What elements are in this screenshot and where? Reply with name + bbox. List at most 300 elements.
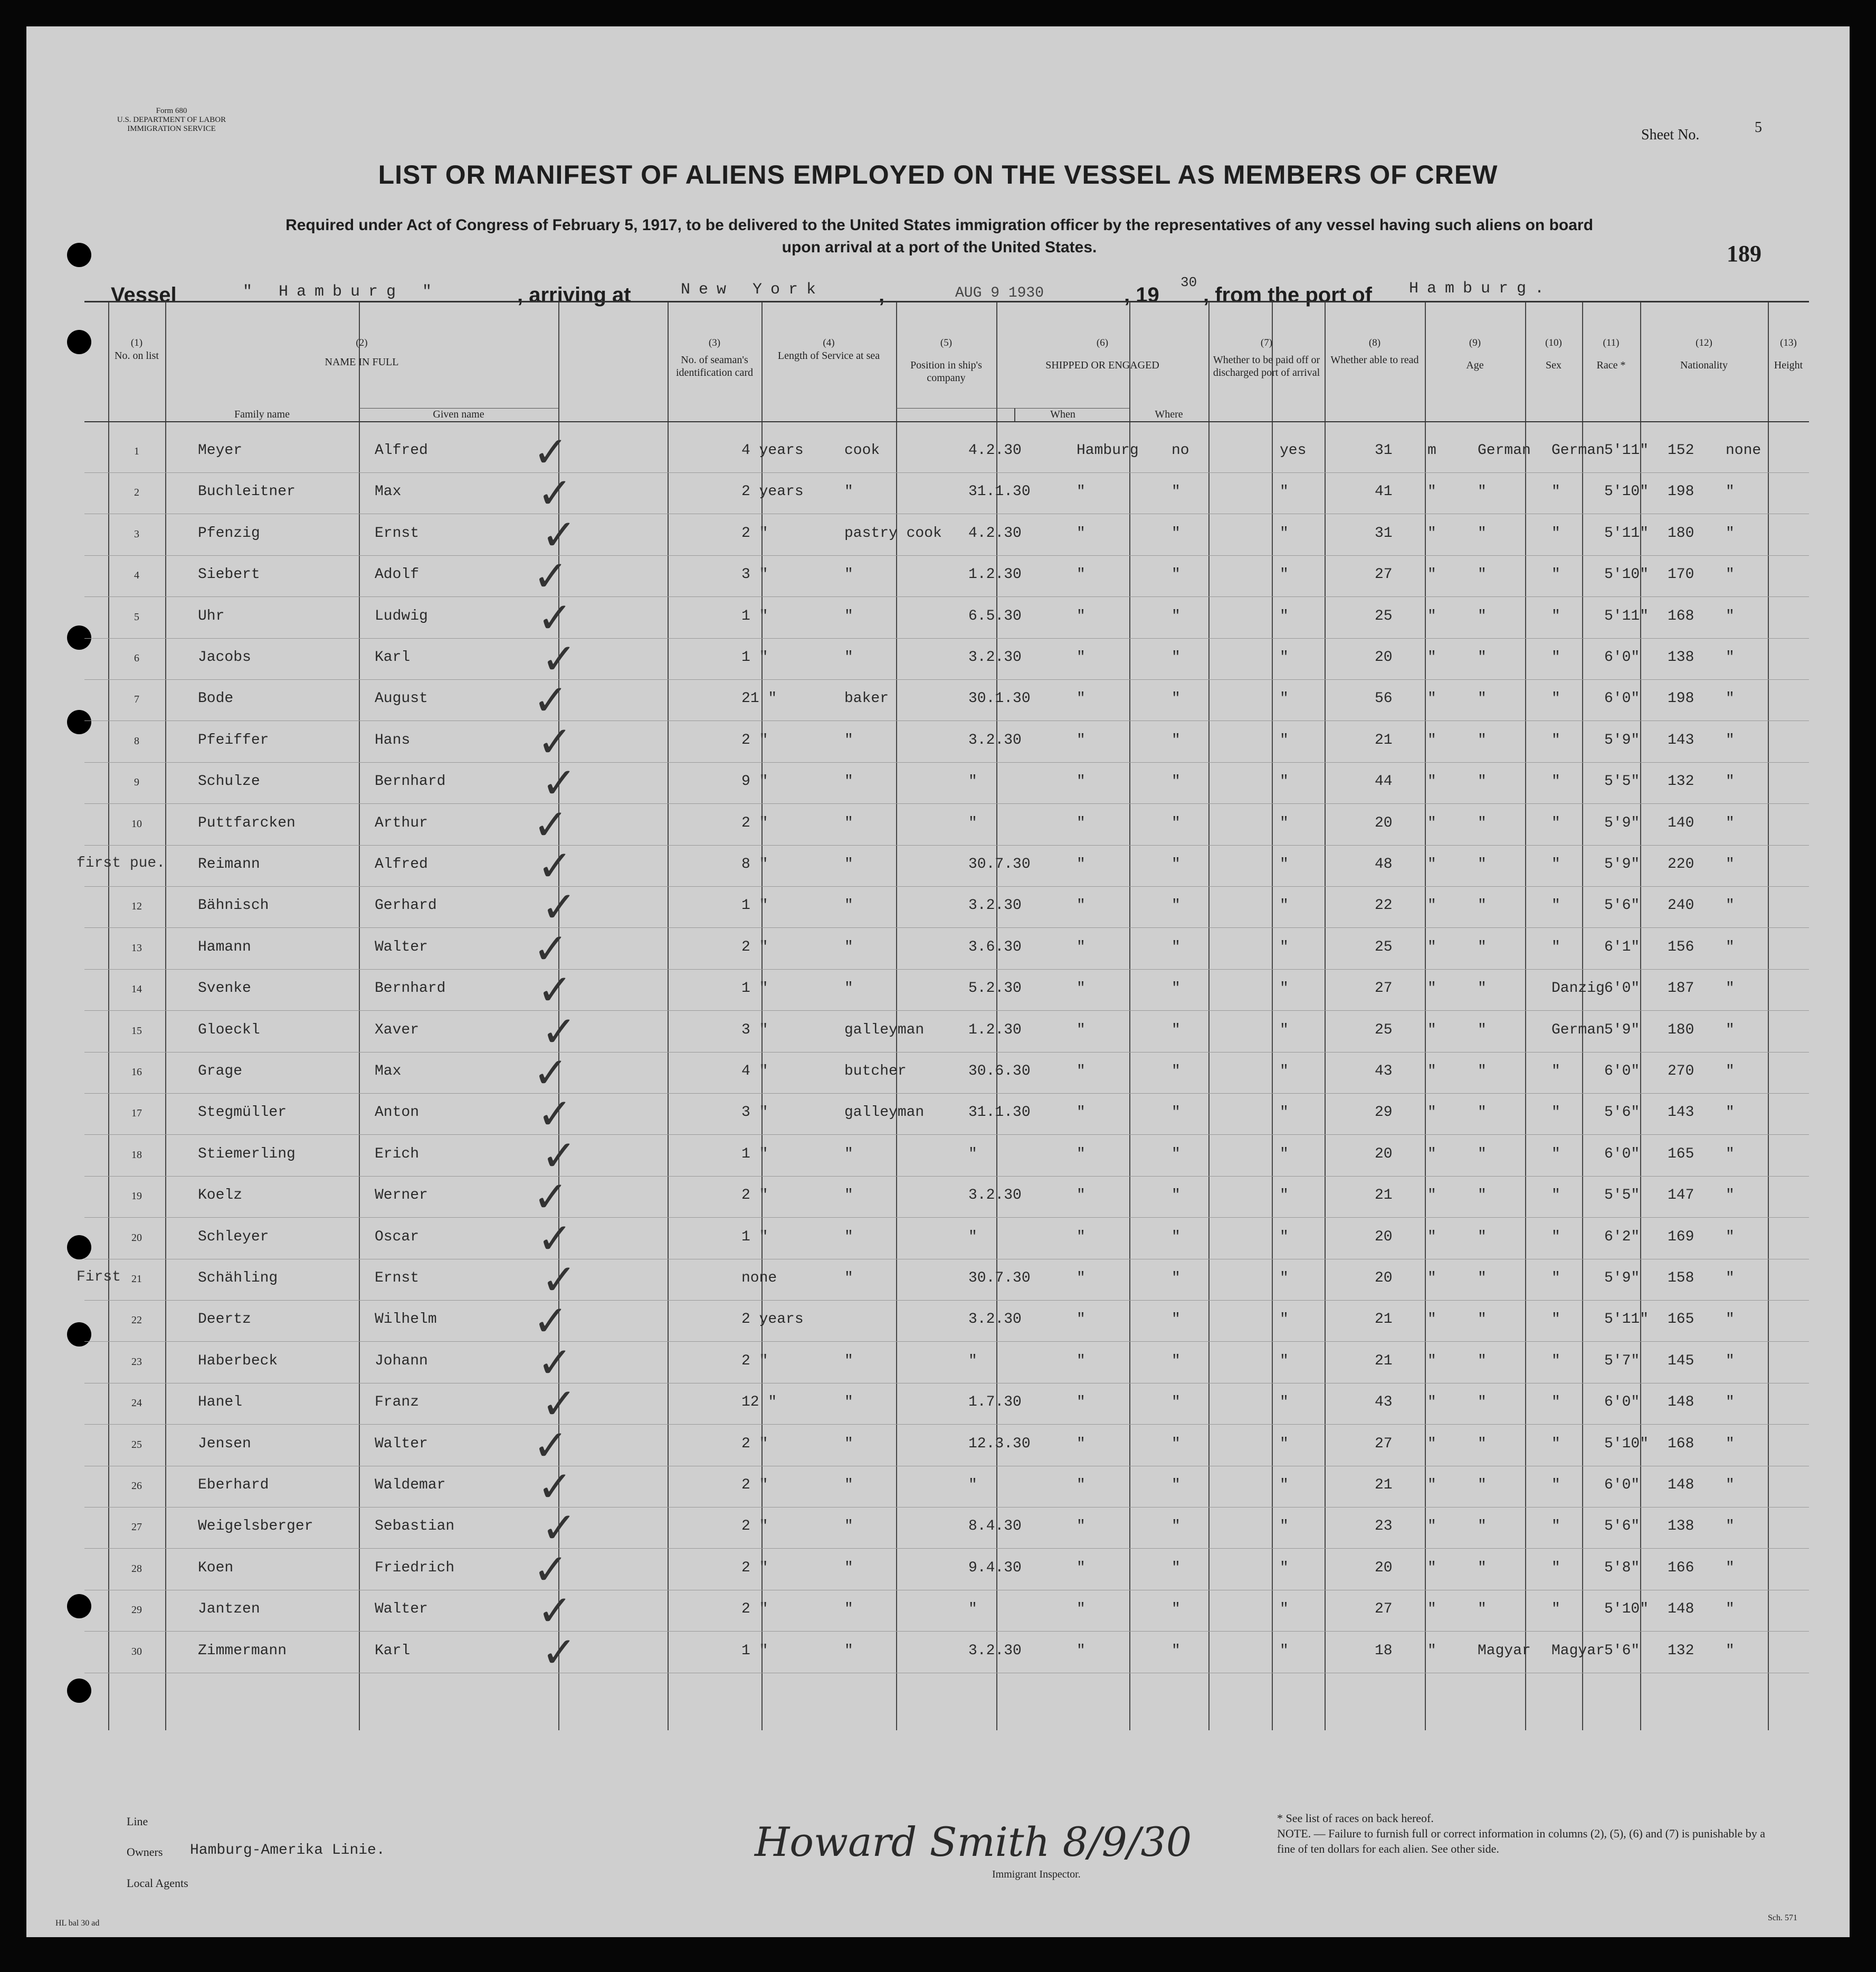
cell-sex: " xyxy=(1427,1311,1436,1328)
cell-sex: " xyxy=(1427,1063,1436,1079)
cell-paid: " xyxy=(1172,1352,1180,1369)
cell-where: " xyxy=(1077,566,1085,583)
cell-read: " xyxy=(1280,1559,1289,1576)
check-mark-icon: ✓ xyxy=(541,510,577,560)
cell-family: Deertz xyxy=(198,1311,251,1328)
cell-height: 6'0" xyxy=(1604,1063,1640,1079)
table-row xyxy=(84,1462,1809,1511)
col-header-race: (11) Race * xyxy=(1596,337,1626,371)
col-header-nationality: (12) Nationality xyxy=(1680,337,1728,371)
cell-given: Bernhard xyxy=(375,980,446,997)
cell-given: Wilhelm xyxy=(375,1311,437,1328)
cell-race: " xyxy=(1478,1145,1487,1162)
cell-paid: " xyxy=(1172,566,1180,583)
cell-weight: 132 xyxy=(1668,773,1694,790)
form-identifier xyxy=(111,107,232,134)
cell-nat: " xyxy=(1551,566,1560,583)
sheet-stamp-number: 189 xyxy=(1727,241,1761,267)
races-note: * See list of races on back hereof. xyxy=(1277,1812,1434,1825)
comma-separator: , xyxy=(879,283,885,307)
cell-marks: " xyxy=(1726,1187,1735,1204)
cell-when: 3.2.30 xyxy=(968,649,1022,666)
inspector-signature: Howard Smith 8/9/30 xyxy=(755,1818,1192,1865)
cell-position: " xyxy=(844,938,853,955)
cell-given: Ernst xyxy=(375,525,420,542)
cell-when: 8.4.30 xyxy=(968,1518,1022,1535)
col-header-read: (8) Whether able to read xyxy=(1330,337,1419,366)
cell-age: 22 xyxy=(1375,897,1393,914)
cell-read: " xyxy=(1280,690,1289,707)
cell-race: " xyxy=(1478,608,1487,624)
vessel-name: " Hamburg " xyxy=(243,283,441,301)
cell-where: " xyxy=(1077,980,1085,997)
check-mark-icon: ✓ xyxy=(537,1462,573,1511)
cell-family: Reimann xyxy=(198,856,260,873)
cell-position: " xyxy=(844,1435,853,1452)
check-mark-icon: ✓ xyxy=(541,1503,577,1553)
cell-when: 1.2.30 xyxy=(968,566,1022,583)
cell-sex: " xyxy=(1427,649,1436,666)
cell-weight: 187 xyxy=(1668,980,1694,997)
cell-no: 25 xyxy=(131,1438,142,1450)
cell-where: " xyxy=(1077,608,1085,624)
vessel-label: Vessel xyxy=(111,283,177,307)
cell-service: 2 " xyxy=(741,525,768,542)
table-row xyxy=(84,1586,1809,1636)
cell-service: 2 " xyxy=(741,814,768,831)
cell-read: " xyxy=(1280,608,1289,624)
cell-no: 24 xyxy=(131,1397,142,1409)
col-header-family-name: Family name xyxy=(234,409,290,420)
cell-paid: " xyxy=(1172,1228,1180,1245)
cell-marks: " xyxy=(1726,856,1735,873)
cell-when: " xyxy=(968,814,977,831)
table-row xyxy=(84,1255,1809,1304)
cell-family: Gloeckl xyxy=(198,1021,260,1038)
cell-marks: " xyxy=(1726,814,1735,831)
arriving-label: , arriving at xyxy=(517,283,631,307)
cell-sex: " xyxy=(1427,1477,1436,1493)
cell-service: 1 " xyxy=(741,1145,768,1162)
cell-sex: " xyxy=(1427,1021,1436,1038)
cell-height: 5'6" xyxy=(1604,1642,1640,1659)
cell-service: 4 years xyxy=(741,442,804,459)
cell-weight: 138 xyxy=(1668,649,1694,666)
cell-where: " xyxy=(1077,1104,1085,1121)
cell-sex: " xyxy=(1427,897,1436,914)
cell-family: Stiemerling xyxy=(198,1145,296,1162)
cell-family: Buchleitner xyxy=(198,483,296,500)
cell-no: 2 xyxy=(134,487,139,499)
check-mark-icon: ✓ xyxy=(541,759,577,808)
table-row xyxy=(84,1544,1809,1594)
cell-when: 12.3.30 xyxy=(968,1435,1031,1452)
cell-no: 3 xyxy=(134,528,139,540)
cell-age: 43 xyxy=(1375,1063,1393,1079)
cell-height: 5'5" xyxy=(1604,773,1640,790)
cell-when: 30.7.30 xyxy=(968,856,1031,873)
cell-no: 16 xyxy=(131,1066,142,1078)
cell-read: " xyxy=(1280,732,1289,748)
cell-given: Johann xyxy=(375,1352,428,1369)
cell-marks: " xyxy=(1726,608,1735,624)
cell-where: " xyxy=(1077,1187,1085,1204)
cell-height: 6'0" xyxy=(1604,1394,1640,1411)
cell-marks: " xyxy=(1726,732,1735,748)
manifest-sheet xyxy=(26,26,1850,1937)
cell-where: " xyxy=(1077,1228,1085,1245)
col-header-height: (13) Height xyxy=(1774,337,1803,371)
penalty-note: NOTE. — Failure to furnish full or correct information in columns (2), (5), (6) and (7) is punishable by a fine of ten dollars for each alien. See other side. xyxy=(1277,1827,1765,1855)
cell-age: 23 xyxy=(1375,1518,1393,1535)
cell-given: Xaver xyxy=(375,1021,420,1038)
cell-height: 6'0" xyxy=(1604,1477,1640,1493)
cell-race: " xyxy=(1478,732,1487,748)
year-value: 30 xyxy=(1180,274,1197,290)
cell-where: " xyxy=(1077,1601,1085,1618)
cell-marks: " xyxy=(1726,1104,1735,1121)
cell-nat: " xyxy=(1551,856,1560,873)
arrival-port: New York xyxy=(681,281,825,299)
cell-height: 6'0" xyxy=(1604,980,1640,997)
check-mark-icon: ✓ xyxy=(537,593,573,642)
cell-nat: " xyxy=(1551,1104,1560,1121)
cell-height: 5'9" xyxy=(1604,1021,1640,1038)
cell-age: 20 xyxy=(1375,1559,1393,1576)
cell-no: 26 xyxy=(131,1480,142,1492)
table-row xyxy=(84,1420,1809,1470)
cell-nat: " xyxy=(1551,1477,1560,1493)
cell-no: 20 xyxy=(131,1231,142,1244)
cell-paid: " xyxy=(1172,938,1180,955)
form-number: Form 680 xyxy=(156,107,187,115)
cell-given: August xyxy=(375,690,428,707)
cell-read: " xyxy=(1280,1104,1289,1121)
cell-position: " xyxy=(844,608,853,624)
cell-weight: 143 xyxy=(1668,1104,1694,1121)
cell-paid: " xyxy=(1172,773,1180,790)
cell-read: " xyxy=(1280,566,1289,583)
cell-sex: " xyxy=(1427,1601,1436,1618)
cell-weight: 198 xyxy=(1668,690,1694,707)
cell-no: 17 xyxy=(131,1107,142,1120)
cell-given: Bernhard xyxy=(375,773,446,790)
cell-family: Hamann xyxy=(198,938,251,955)
check-mark-icon: ✓ xyxy=(533,676,569,725)
cell-family: Koelz xyxy=(198,1187,243,1204)
cell-where: " xyxy=(1077,856,1085,873)
cell-given: Walter xyxy=(375,938,428,955)
table-row xyxy=(84,1131,1809,1180)
table-row xyxy=(84,883,1809,932)
cell-position: " xyxy=(844,773,853,790)
cell-height: 6'0" xyxy=(1604,649,1640,666)
cell-age: 25 xyxy=(1375,1021,1393,1038)
cell-no: 27 xyxy=(131,1521,142,1533)
cell-position: cook xyxy=(844,442,880,459)
cell-race: " xyxy=(1478,1021,1487,1038)
cell-position: " xyxy=(844,1352,853,1369)
cell-age: 21 xyxy=(1375,1477,1393,1493)
cell-position: " xyxy=(844,1270,853,1286)
cell-race: " xyxy=(1478,1435,1487,1452)
cell-nat: Danzig xyxy=(1551,980,1605,997)
table-row xyxy=(84,1503,1809,1553)
cell-weight: 158 xyxy=(1668,1270,1694,1286)
cell-age: 21 xyxy=(1375,1187,1393,1204)
cell-marks: " xyxy=(1726,980,1735,997)
col-header-shipped: (6) SHIPPED OR ENGAGED xyxy=(1045,337,1159,371)
cell-service: 2 " xyxy=(741,1435,768,1452)
cell-age: 25 xyxy=(1375,608,1393,624)
year-label: , 19 xyxy=(1124,283,1159,307)
subtitle-line-2: upon arrival at a port of the United States. xyxy=(782,239,1097,256)
cell-position: " xyxy=(844,1601,853,1618)
cell-weight: 143 xyxy=(1668,732,1694,748)
cell-when: 1.7.30 xyxy=(968,1394,1022,1411)
line-label: Line xyxy=(127,1815,148,1828)
cell-given: Karl xyxy=(375,1642,411,1659)
check-mark-icon: ✓ xyxy=(533,1172,569,1222)
cell-where: " xyxy=(1077,649,1085,666)
table-row xyxy=(84,759,1809,808)
cell-nat: " xyxy=(1551,1228,1560,1245)
cell-paid: " xyxy=(1172,1145,1180,1162)
cell-age: 29 xyxy=(1375,1104,1393,1121)
cell-position: galleyman xyxy=(844,1021,925,1038)
cell-nat: " xyxy=(1551,1187,1560,1204)
cell-service: 2 " xyxy=(741,1352,768,1369)
cell-service: 1 " xyxy=(741,1642,768,1659)
cell-weight: 138 xyxy=(1668,1518,1694,1535)
cell-sex: " xyxy=(1427,525,1436,542)
cell-service: 1 " xyxy=(741,608,768,624)
cell-race: " xyxy=(1478,690,1487,707)
cell-read: " xyxy=(1280,1270,1289,1286)
cell-marks: " xyxy=(1726,1270,1735,1286)
cell-weight: 198 xyxy=(1668,483,1694,500)
cell-family: Hanel xyxy=(198,1394,243,1411)
cell-race: " xyxy=(1478,525,1487,542)
cell-height: 5'11" xyxy=(1604,1311,1649,1328)
cell-given: Franz xyxy=(375,1394,420,1411)
cell-position: " xyxy=(844,1145,853,1162)
cell-height: 6'0" xyxy=(1604,1145,1640,1162)
table-row xyxy=(84,1379,1809,1429)
cell-service: 2 " xyxy=(741,1477,768,1493)
cell-given: Alfred xyxy=(375,856,428,873)
table-row xyxy=(84,965,1809,1015)
table-row xyxy=(84,1172,1809,1222)
cell-where: Hamburg xyxy=(1077,442,1139,459)
cell-position: " xyxy=(844,897,853,914)
subtitle-line-1: Required under Act of Congress of February 5, 1917, to be delivered to the United States immigration officer by the representatives of any vessel having such aliens on board xyxy=(285,216,1593,234)
cell-position: " xyxy=(844,566,853,583)
cell-height: 5'6" xyxy=(1604,897,1640,914)
cell-when: 3.2.30 xyxy=(968,1642,1022,1659)
cell-race: German xyxy=(1478,442,1531,459)
cell-race: " xyxy=(1478,1601,1487,1618)
col-header-service: (4) Length of Service at sea xyxy=(777,337,880,362)
cell-sex: " xyxy=(1427,1270,1436,1286)
cell-read: " xyxy=(1280,1642,1289,1659)
cell-race: " xyxy=(1478,1104,1487,1121)
check-mark-icon: ✓ xyxy=(537,1586,573,1636)
cell-race: " xyxy=(1478,1352,1487,1369)
cell-race: " xyxy=(1478,1477,1487,1493)
cell-height: 5'9" xyxy=(1604,856,1640,873)
cell-race: " xyxy=(1478,814,1487,831)
cell-paid: " xyxy=(1172,980,1180,997)
table-row xyxy=(84,1338,1809,1387)
cell-no: 6 xyxy=(134,652,139,664)
col-header-when: When xyxy=(1050,409,1075,420)
cell-marks: " xyxy=(1726,1352,1735,1369)
cell-no: 23 xyxy=(131,1355,142,1368)
cell-sex: " xyxy=(1427,1352,1436,1369)
cell-position: " xyxy=(844,1559,853,1576)
cell-height: 5'6" xyxy=(1604,1518,1640,1535)
cell-sex: " xyxy=(1427,1228,1436,1245)
cell-paid: " xyxy=(1172,483,1180,500)
cell-marks: " xyxy=(1726,1021,1735,1038)
check-mark-icon: ✓ xyxy=(541,1131,577,1180)
cell-service: 9 " xyxy=(741,773,768,790)
cell-family: Jacobs xyxy=(198,649,251,666)
cell-paid: " xyxy=(1172,1187,1180,1204)
cell-given: Karl xyxy=(375,649,411,666)
cell-age: 27 xyxy=(1375,980,1393,997)
check-mark-icon: ✓ xyxy=(533,800,569,849)
cell-read: " xyxy=(1280,1601,1289,1618)
cell-sex: " xyxy=(1427,773,1436,790)
cell-nat: " xyxy=(1551,649,1560,666)
cell-service: 2 years xyxy=(741,483,804,500)
cell-where: " xyxy=(1077,1642,1085,1659)
cell-family: Uhr xyxy=(198,608,225,624)
cell-no: 5 xyxy=(134,611,139,623)
table-row xyxy=(84,800,1809,849)
local-agents-label: Local Agents xyxy=(127,1876,188,1890)
cell-position: " xyxy=(844,1518,853,1535)
check-mark-icon: ✓ xyxy=(541,1007,577,1056)
cell-height: 5'8" xyxy=(1604,1559,1640,1576)
cell-family: Puttfarcken xyxy=(198,814,296,831)
cell-where: " xyxy=(1077,1311,1085,1328)
cell-where: " xyxy=(1077,814,1085,831)
cell-nat: Magyar xyxy=(1551,1642,1605,1659)
margin-note-row-21: First xyxy=(77,1269,121,1285)
col-header-paid-off: (7) Whether to be paid off or discharged port of arrival xyxy=(1213,337,1320,378)
table-row xyxy=(84,1007,1809,1056)
cell-read: " xyxy=(1280,1518,1289,1535)
cell-when: " xyxy=(968,1352,977,1369)
cell-position: " xyxy=(844,483,853,500)
cell-weight: 168 xyxy=(1668,608,1694,624)
cell-race: " xyxy=(1478,1311,1487,1328)
cell-position: pastry cook xyxy=(844,525,942,542)
cell-given: Erich xyxy=(375,1145,420,1162)
cell-marks: " xyxy=(1726,1228,1735,1245)
cell-service: 21 " xyxy=(741,690,777,707)
cell-age: 27 xyxy=(1375,1601,1393,1618)
table-row xyxy=(84,634,1809,684)
cell-no: 18 xyxy=(131,1149,142,1161)
cell-age: 48 xyxy=(1375,856,1393,873)
cell-when: 5.2.30 xyxy=(968,980,1022,997)
cell-service: 1 " xyxy=(741,1228,768,1245)
cell-family: Jantzen xyxy=(198,1601,260,1618)
cell-age: 27 xyxy=(1375,1435,1393,1452)
cell-sex: " xyxy=(1427,1435,1436,1452)
cell-nat: " xyxy=(1551,525,1560,542)
cell-service: 2 " xyxy=(741,938,768,955)
check-mark-icon: ✓ xyxy=(537,1213,573,1263)
cell-no: 8 xyxy=(134,735,139,747)
cell-position: " xyxy=(844,1642,853,1659)
cell-age: 21 xyxy=(1375,1352,1393,1369)
cell-nat: " xyxy=(1551,1435,1560,1452)
cell-marks: " xyxy=(1726,1518,1735,1535)
cell-no: 30 xyxy=(131,1645,142,1657)
cell-where: " xyxy=(1077,1477,1085,1493)
cell-where: " xyxy=(1077,1145,1085,1162)
cell-paid: " xyxy=(1172,1063,1180,1079)
col-header-given-name: Given name xyxy=(433,409,484,420)
cell-weight: 147 xyxy=(1668,1187,1694,1204)
cell-when: " xyxy=(968,1477,977,1493)
cell-read: " xyxy=(1280,1187,1289,1204)
cell-given: Max xyxy=(375,483,402,500)
cell-position: " xyxy=(844,1394,853,1411)
cell-paid: " xyxy=(1172,649,1180,666)
cell-family: Stegmüller xyxy=(198,1104,287,1121)
cell-given: Adolf xyxy=(375,566,420,583)
cell-where: " xyxy=(1077,690,1085,707)
cell-height: 5'10" xyxy=(1604,1435,1649,1452)
cell-race: " xyxy=(1478,566,1487,583)
cell-read: " xyxy=(1280,1063,1289,1079)
cell-weight: 240 xyxy=(1668,897,1694,914)
cell-family: Bode xyxy=(198,690,234,707)
cell-sex: " xyxy=(1427,980,1436,997)
cell-no: 10 xyxy=(131,818,142,830)
cell-nat: " xyxy=(1551,483,1560,500)
margin-note-row-11: first pue. xyxy=(77,855,166,871)
cell-weight: 152 xyxy=(1668,442,1694,459)
cell-paid: " xyxy=(1172,1270,1180,1286)
cell-given: Gerhard xyxy=(375,897,437,914)
cell-read: " xyxy=(1280,938,1289,955)
cell-height: 5'11" xyxy=(1604,525,1649,542)
cell-where: " xyxy=(1077,897,1085,914)
cell-position: " xyxy=(844,980,853,997)
cell-position: butcher xyxy=(844,1063,907,1079)
cell-read: " xyxy=(1280,814,1289,831)
check-mark-icon: ✓ xyxy=(537,841,573,890)
cell-race: " xyxy=(1478,1394,1487,1411)
cell-height: 5'6" xyxy=(1604,1104,1640,1121)
cell-where: " xyxy=(1077,1559,1085,1576)
cell-weight: 148 xyxy=(1668,1394,1694,1411)
cell-paid: " xyxy=(1172,1477,1180,1493)
cell-nat: " xyxy=(1551,1352,1560,1369)
cell-service: 2 " xyxy=(741,1187,768,1204)
cell-race: " xyxy=(1478,483,1487,500)
cell-family: Pfenzig xyxy=(198,525,260,542)
cell-nat: German xyxy=(1551,442,1605,459)
cell-read: " xyxy=(1280,1435,1289,1452)
